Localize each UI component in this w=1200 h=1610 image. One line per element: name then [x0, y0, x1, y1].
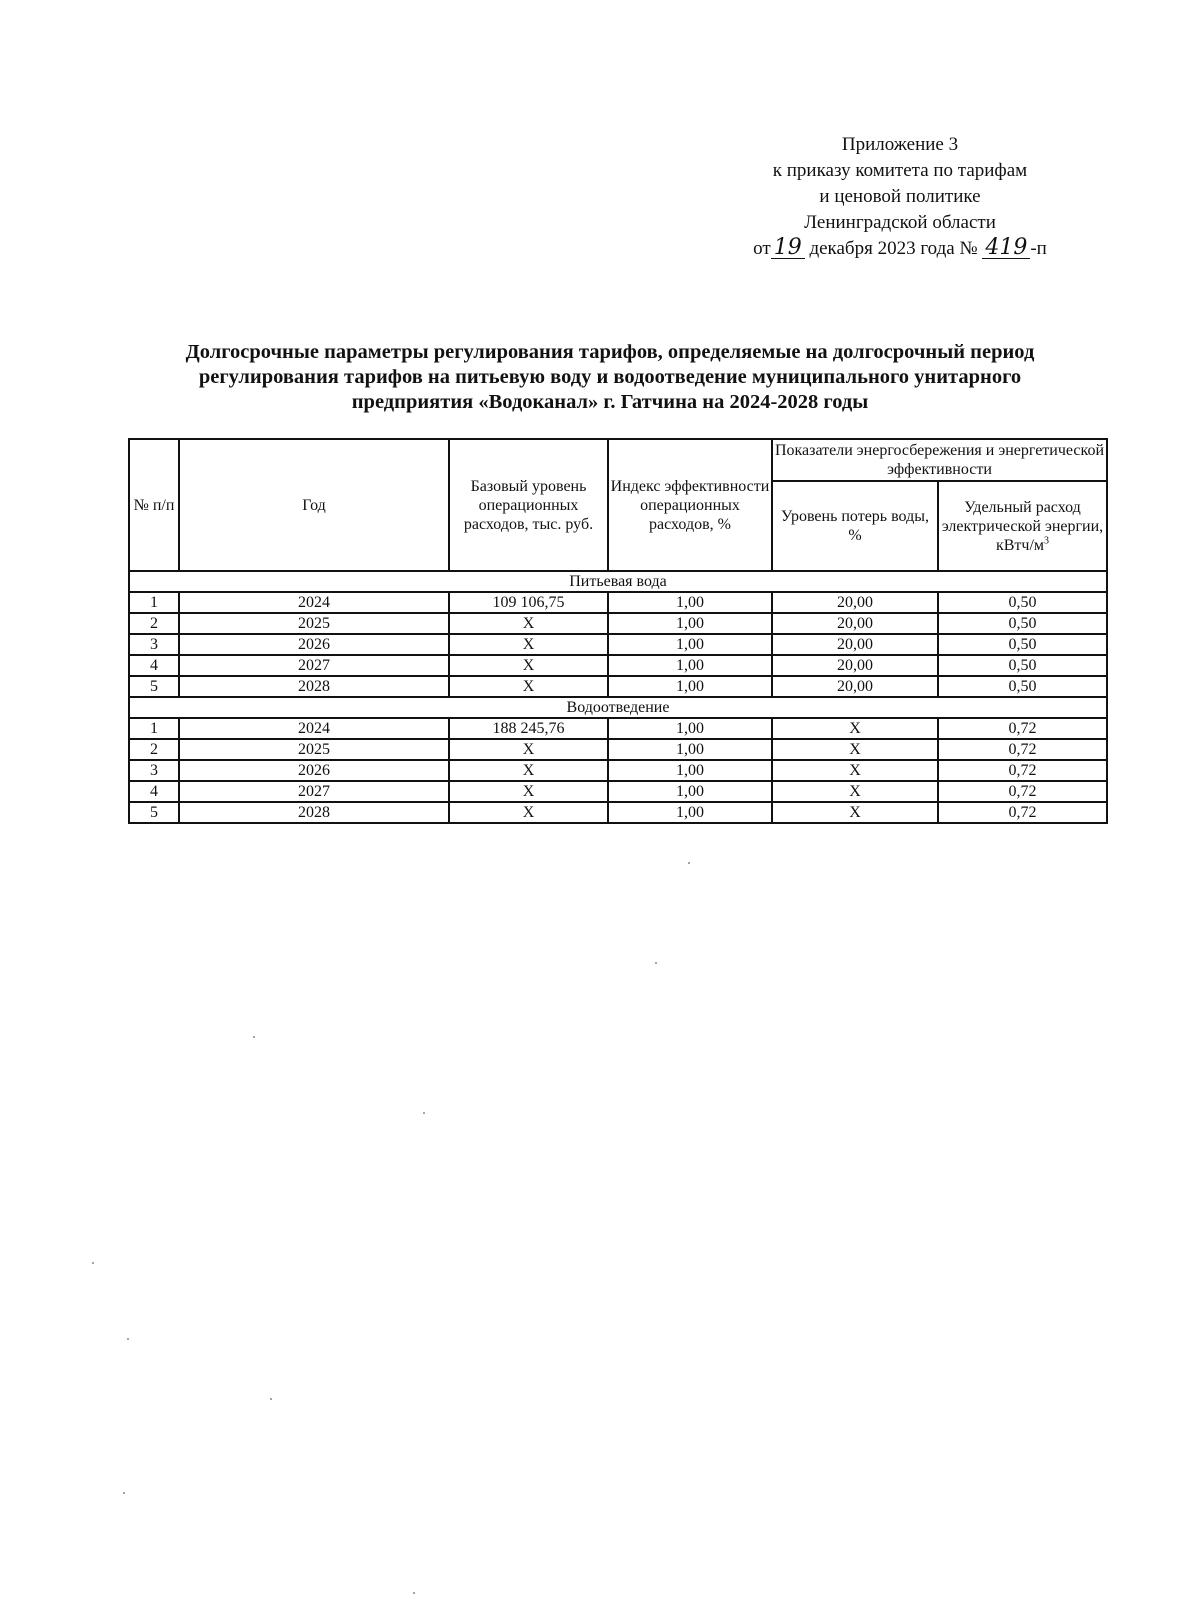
table-row — [129, 592, 1107, 613]
cell-year: 2026 — [179, 760, 449, 781]
cell-efficiency-index: 1,00 — [608, 739, 772, 760]
document-title — [110, 340, 1110, 415]
cell-water-loss: 20,00 — [772, 676, 938, 697]
cell-base-level: 109 106,75 — [449, 592, 608, 613]
cell-base-level: Х — [449, 760, 608, 781]
cell-energy-consumption: 0,50 — [938, 676, 1107, 697]
cell-efficiency-index: 1,00 — [608, 718, 772, 739]
handwritten-order-number: 419 — [982, 238, 1030, 259]
header-number: № п/п — [129, 439, 179, 571]
cell-water-loss: Х — [772, 802, 938, 823]
header-year: Год — [179, 439, 449, 571]
header-base-level: Базовый уровень операционных расходов, тыс. руб. — [449, 439, 608, 571]
cell-efficiency-index: 1,00 — [608, 634, 772, 655]
cell-number: 3 — [129, 760, 179, 781]
cell-base-level: Х — [449, 655, 608, 676]
cell-energy-consumption: 0,50 — [938, 613, 1107, 634]
cell-energy-consumption: 0,72 — [938, 802, 1107, 823]
cell-number: 4 — [129, 655, 179, 676]
date-suffix: -п — [1030, 238, 1047, 259]
section-row — [129, 697, 1107, 718]
title-line-2: регулирования тарифов на питьевую воду и водоотведение муниципального унитарного — [198, 366, 1022, 388]
handwritten-day: 19 — [771, 238, 805, 259]
cell-year: 2026 — [179, 634, 449, 655]
parameters-table — [128, 438, 1108, 824]
cell-energy-consumption: 0,50 — [938, 634, 1107, 655]
cell-energy-consumption: 0,50 — [938, 655, 1107, 676]
section-title: Водоотведение — [129, 697, 1107, 718]
cell-year: 2025 — [179, 613, 449, 634]
scan-speck — [127, 1338, 129, 1340]
appendix-committee-line: и ценовой политике — [819, 186, 981, 207]
cell-year: 2024 — [179, 718, 449, 739]
table-row — [129, 739, 1107, 760]
cell-base-level: Х — [449, 634, 608, 655]
cell-water-loss: Х — [772, 760, 938, 781]
scan-speck — [423, 1112, 425, 1114]
cell-water-loss: 20,00 — [772, 613, 938, 634]
header-energy-group: Показатели энергосбережения и энергетической эффективности — [772, 439, 1107, 481]
cell-efficiency-index: 1,00 — [608, 676, 772, 697]
section-row — [129, 571, 1107, 592]
cell-year: 2025 — [179, 739, 449, 760]
table-row — [129, 802, 1107, 823]
cell-water-loss: 20,00 — [772, 592, 938, 613]
table-row — [129, 760, 1107, 781]
cell-efficiency-index: 1,00 — [608, 613, 772, 634]
header-energy-consumption — [938, 481, 1107, 571]
scan-speck — [413, 1592, 415, 1594]
cell-base-level: Х — [449, 802, 608, 823]
cell-number: 4 — [129, 781, 179, 802]
cell-number: 3 — [129, 634, 179, 655]
cell-base-level: 188 245,76 — [449, 718, 608, 739]
cell-base-level: Х — [449, 781, 608, 802]
cell-number: 1 — [129, 592, 179, 613]
cell-year: 2027 — [179, 781, 449, 802]
scan-speck — [253, 1036, 255, 1038]
table-row — [129, 676, 1107, 697]
cell-number: 2 — [129, 613, 179, 634]
section-title: Питьевая вода — [129, 571, 1107, 592]
cell-water-loss: Х — [772, 781, 938, 802]
appendix-header — [700, 132, 1100, 262]
cell-number: 5 — [129, 802, 179, 823]
cell-number: 2 — [129, 739, 179, 760]
cell-year: 2028 — [179, 802, 449, 823]
table-row — [129, 634, 1107, 655]
cell-base-level: Х — [449, 613, 608, 634]
cell-energy-consumption: 0,72 — [938, 760, 1107, 781]
header-efficiency-index: Индекс эффективности операционных расходов, % — [608, 439, 772, 571]
cell-year: 2024 — [179, 592, 449, 613]
appendix-order-line: к приказу комитета по тарифам — [772, 160, 1028, 181]
cell-base-level: Х — [449, 676, 608, 697]
cell-energy-consumption: 0,50 — [938, 592, 1107, 613]
header-water-loss: Уровень потерь воды, % — [772, 481, 938, 571]
unit-superscript: 3 — [1044, 535, 1050, 547]
energy-consumption-label: Удельный расход электрической энергии, кВтч/м — [941, 498, 1104, 554]
cell-efficiency-index: 1,00 — [608, 592, 772, 613]
date-middle: декабря 2023 года № — [809, 238, 978, 259]
table-row — [129, 655, 1107, 676]
cell-water-loss: Х — [772, 718, 938, 739]
table-row — [129, 718, 1107, 739]
cell-year: 2027 — [179, 655, 449, 676]
scan-speck — [92, 1262, 94, 1264]
cell-efficiency-index: 1,00 — [608, 781, 772, 802]
cell-number: 1 — [129, 718, 179, 739]
cell-energy-consumption: 0,72 — [938, 739, 1107, 760]
table-row — [129, 781, 1107, 802]
cell-efficiency-index: 1,00 — [608, 760, 772, 781]
scan-speck — [123, 1492, 125, 1494]
cell-base-level: Х — [449, 739, 608, 760]
table-row — [129, 613, 1107, 634]
scan-speck — [688, 862, 690, 864]
cell-energy-consumption: 0,72 — [938, 781, 1107, 802]
cell-number: 5 — [129, 676, 179, 697]
title-line-3: предприятия «Водоканал» г. Гатчина на 2024-2028 годы — [351, 391, 869, 413]
cell-water-loss: 20,00 — [772, 634, 938, 655]
cell-efficiency-index: 1,00 — [608, 655, 772, 676]
cell-year: 2028 — [179, 676, 449, 697]
cell-energy-consumption: 0,72 — [938, 718, 1107, 739]
appendix-region-line: Ленинградской области — [804, 212, 996, 233]
scan-speck — [655, 962, 657, 964]
cell-water-loss: 20,00 — [772, 655, 938, 676]
scan-speck — [270, 1398, 272, 1400]
appendix-date-line — [700, 236, 1100, 262]
cell-efficiency-index: 1,00 — [608, 802, 772, 823]
date-prefix: от — [753, 238, 771, 259]
appendix-title: Приложение 3 — [841, 134, 959, 155]
cell-water-loss: Х — [772, 739, 938, 760]
table-body — [129, 571, 1107, 823]
title-line-1: Долгосрочные параметры регулирования тарифов, определяемые на долгосрочный период — [185, 341, 1035, 363]
